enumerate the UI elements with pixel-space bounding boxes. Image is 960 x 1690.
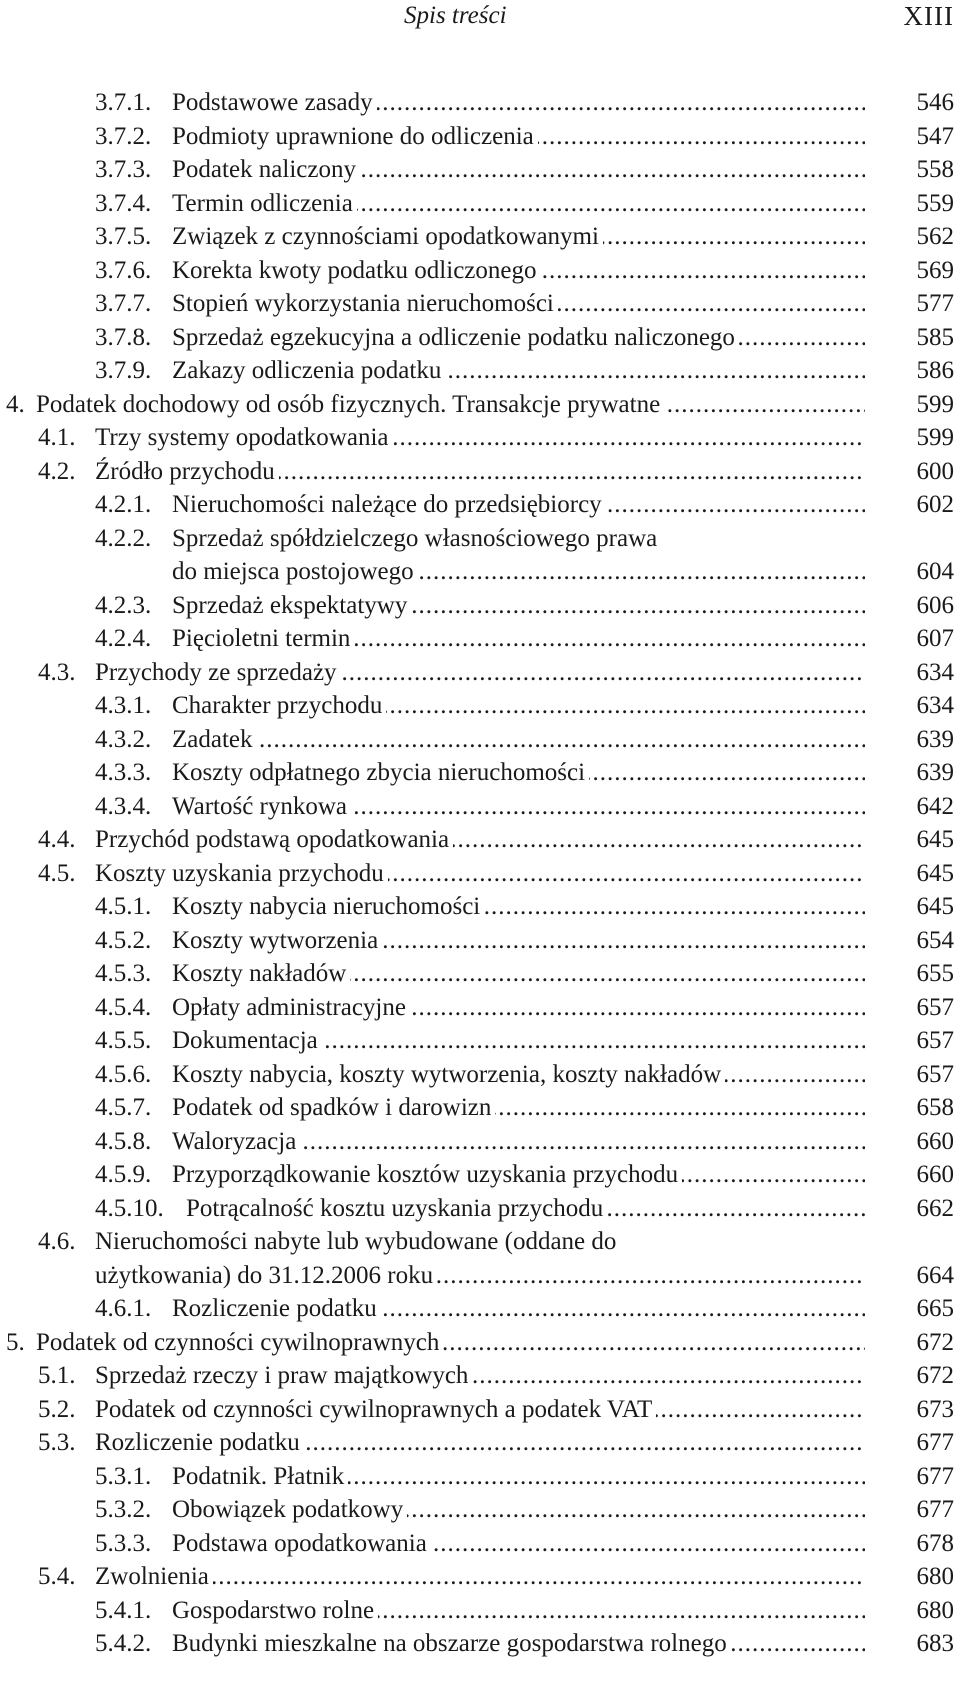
toc-entry-title: [172, 991, 865, 1025]
toc-entry-page: 660: [916, 1127, 954, 1155]
toc-entry-number: 3.7.5.: [95, 223, 152, 250]
toc-entry-page: 599: [916, 390, 954, 418]
toc-entry-title: [172, 1594, 865, 1628]
toc-entry-number: 4.2.1.: [95, 491, 152, 518]
toc-entry-page: 664: [916, 1261, 954, 1289]
toc-entry-number: 3.7.3.: [95, 156, 152, 183]
toc-entry-title-text: Podmioty uprawnione do odliczenia: [172, 123, 538, 150]
toc-entry-page: 606: [916, 591, 954, 619]
toc-entry-number: 4.5.5.: [95, 1027, 152, 1054]
toc-entry: [0, 1594, 960, 1628]
toc-entry-title: [186, 1192, 865, 1226]
toc-entry: [0, 1460, 960, 1494]
toc-entry-page: 634: [916, 658, 954, 686]
toc-entry-number: 3.7.8.: [95, 323, 152, 351]
toc-entry: [0, 890, 960, 924]
toc-entry-number: 4.3.1.: [95, 692, 152, 719]
toc-entry-title-text: Nieruchomości należące do przedsiębiorcy: [172, 491, 606, 518]
toc-entry: [0, 1326, 960, 1360]
toc-entry-page: 604: [916, 558, 954, 585]
toc-entry-title: [172, 254, 865, 288]
toc-entry-title-text: Podatek od czynności cywilnoprawnych: [36, 1329, 443, 1356]
toc-entry-title: [172, 522, 865, 556]
toc-entry-title: [172, 924, 865, 958]
toc-entry-title: [172, 1627, 865, 1661]
toc-entry-title: [95, 823, 865, 857]
toc-entry-number: 4.5.8.: [95, 1127, 152, 1155]
toc-entry-title: [95, 1426, 865, 1460]
toc-entry-page: 657: [916, 1027, 954, 1054]
toc-entry-title-text: Korekta kwoty podatku odliczonego: [172, 257, 541, 284]
toc-entry-number: 5.4.: [38, 1563, 76, 1590]
toc-entry-title-text: Termin odliczenia: [172, 190, 357, 217]
toc-entry: [0, 388, 960, 422]
toc-entry-title-text: Podstawa opodatkowania: [172, 1530, 431, 1557]
toc-entry-title-text: do miejsca postojowego: [172, 558, 418, 585]
toc-entry: [0, 555, 960, 589]
toc-entry-title-text: Nieruchomości nabyte lub wybudowane (oddane do: [95, 1228, 620, 1255]
toc-entry: [0, 321, 960, 355]
toc-entry-title: [95, 656, 865, 690]
toc-entry-number: 4.4.: [38, 826, 76, 853]
toc-entry: [0, 957, 960, 991]
toc-entry: [0, 1493, 960, 1527]
toc-entry-title-text: Koszty nabycia nieruchomości: [172, 893, 484, 920]
toc-entry-title-text: Zwolnienia: [95, 1563, 213, 1590]
toc-entry-number: 4.5.6.: [95, 1060, 152, 1088]
toc-entry-page: 678: [916, 1529, 954, 1557]
toc-entry-page: 569: [916, 256, 954, 284]
toc-entry: [0, 1292, 960, 1326]
toc-entry-page: 657: [916, 993, 954, 1021]
toc-entry: [0, 1192, 960, 1226]
toc-entry: [0, 488, 960, 522]
toc-entry-title-text: Stopień wykorzystania nieruchomości: [172, 290, 558, 317]
toc-entry: [0, 1158, 960, 1192]
toc-entry-page: 677: [916, 1496, 954, 1523]
toc-entry-title: [95, 1393, 865, 1427]
toc-entry-page: 559: [916, 189, 954, 217]
toc-entry-title: [172, 1125, 865, 1159]
toc-entry: [0, 421, 960, 455]
table-of-contents: [0, 86, 960, 1661]
toc-entry-page: 645: [916, 859, 954, 887]
toc-entry-page: 645: [916, 826, 954, 853]
toc-entry-page: 660: [916, 1161, 954, 1188]
toc-entry-title: [172, 1024, 865, 1058]
toc-entry: [0, 1426, 960, 1460]
toc-entry-title-text: Podatek od spadków i darowizn: [172, 1094, 495, 1121]
toc-entry-title: [95, 1359, 865, 1393]
toc-entry-page: 586: [916, 357, 954, 384]
toc-entry-title: [172, 689, 865, 723]
toc-entry-title-text: Gospodarstwo rolne: [172, 1597, 378, 1624]
toc-entry-title: [172, 1091, 865, 1125]
toc-entry: [0, 1560, 960, 1594]
toc-entry-title-text: Wartość rynkowa: [172, 793, 351, 820]
toc-entry: [0, 187, 960, 221]
toc-entry: [0, 924, 960, 958]
page-header: [0, 0, 960, 40]
toc-entry-page: 562: [916, 223, 954, 250]
toc-entry-title-text: Dokumentacja: [172, 1027, 322, 1054]
toc-entry-title-text: Waloryzacja: [172, 1128, 300, 1155]
toc-entry-number: 3.7.2.: [95, 122, 152, 150]
toc-entry-title: [172, 488, 865, 522]
toc-entry-number: 5.1.: [38, 1362, 76, 1389]
toc-entry-page: 673: [916, 1395, 954, 1423]
toc-entry-number: 3.7.1.: [95, 89, 152, 116]
toc-entry: [0, 1359, 960, 1393]
toc-entry: [0, 723, 960, 757]
toc-entry: [0, 790, 960, 824]
toc-entry-title: [172, 1292, 865, 1326]
toc-entry-title-text: Przyporządkowanie kosztów uzyskania przychodu: [172, 1161, 682, 1188]
toc-entry-number: 3.7.6.: [95, 256, 152, 284]
toc-entry-title-text: Podatek dochodowy od osób fizycznych. Transakcje prywatne: [36, 391, 664, 418]
toc-entry-number: 4.1.: [38, 424, 76, 451]
toc-entry-number: 4.3.4.: [95, 792, 152, 820]
toc-entry-title: [172, 1058, 865, 1092]
toc-entry-number: 5.3.3.: [95, 1529, 152, 1557]
toc-entry-title-text: użytkowania) do 31.12.2006 roku: [95, 1262, 437, 1289]
toc-entry: [0, 689, 960, 723]
toc-entry-title: [172, 723, 865, 757]
toc-entry: [0, 1091, 960, 1125]
toc-entry-title: [172, 287, 865, 321]
toc-entry-title-text: Podstawowe zasady: [172, 89, 377, 116]
toc-entry: [0, 153, 960, 187]
toc-entry-title-text: Podatek naliczony: [172, 156, 360, 183]
toc-entry-number: 3.7.9.: [95, 357, 152, 384]
toc-entry-page: 662: [916, 1194, 954, 1222]
toc-entry-title-text: Zakazy odliczenia podatku: [172, 357, 445, 384]
toc-entry-number: 5.4.1.: [95, 1596, 152, 1624]
toc-entry-title: [172, 153, 865, 187]
toc-entry-page: 655: [916, 960, 954, 987]
toc-entry-title: [95, 1560, 865, 1594]
toc-entry-title-text: Obowiązek podatkowy: [172, 1496, 407, 1523]
toc-entry-title-text: Rozliczenie podatku: [95, 1429, 304, 1456]
toc-entry-page: 657: [916, 1060, 954, 1088]
toc-entry-title-text: Koszty odpłatnego zbycia nieruchomości: [172, 759, 589, 786]
toc-entry-title-text: Koszty nakładów: [172, 960, 350, 987]
toc-entry-title: [172, 187, 865, 221]
toc-entry-page: 658: [916, 1094, 954, 1121]
toc-entry: [0, 220, 960, 254]
toc-entry-title: [172, 589, 865, 623]
toc-entry-number: 4.: [6, 390, 25, 418]
toc-entry-page: 585: [916, 323, 954, 351]
toc-entry: [0, 991, 960, 1025]
toc-entry-page: 672: [916, 1328, 954, 1356]
toc-entry-number: 4.5.1.: [95, 893, 152, 920]
toc-entry-number: 4.2.: [38, 457, 76, 485]
toc-entry-title: [172, 555, 865, 589]
toc-entry-number: 3.7.7.: [95, 290, 152, 317]
toc-entry-page: 642: [916, 792, 954, 820]
toc-entry: [0, 589, 960, 623]
toc-entry-title-text: Źródło przychodu: [95, 458, 279, 485]
toc-entry-number: 4.5.10.: [95, 1194, 164, 1222]
toc-entry-page: 680: [916, 1596, 954, 1624]
toc-entry-title-text: Sprzedaż ekspektatywy: [172, 592, 411, 619]
toc-entry-number: 4.6.: [38, 1228, 76, 1255]
toc-entry: [0, 522, 960, 556]
toc-entry-title-text: Potrącalność kosztu uzyskania przychodu: [186, 1195, 607, 1222]
toc-entry: [0, 1627, 960, 1661]
toc-entry-page: 600: [916, 457, 954, 485]
toc-entry-title-text: Rozliczenie podatku: [172, 1295, 381, 1322]
toc-entry-page: 665: [916, 1295, 954, 1322]
toc-entry-title: [172, 1460, 865, 1494]
toc-entry-page: 558: [916, 156, 954, 183]
running-title: Spis treści: [404, 2, 507, 29]
toc-entry-number: 4.5.4.: [95, 993, 152, 1021]
toc-entry-number: 4.2.4.: [95, 625, 152, 652]
toc-entry-page: 677: [916, 1462, 954, 1490]
toc-entry: [0, 287, 960, 321]
toc-entry-title: [172, 756, 865, 790]
toc-entry-title: [36, 1326, 865, 1360]
toc-entry-page: 599: [916, 424, 954, 451]
page-folio: XIII: [903, 1, 954, 31]
toc-entry-title-text: Podatek od czynności cywilnoprawnych a podatek VAT: [95, 1396, 656, 1423]
toc-entry: [0, 120, 960, 154]
toc-entry-page: 639: [916, 759, 954, 786]
toc-entry-title: [172, 790, 865, 824]
toc-entry-number: 5.3.: [38, 1429, 76, 1456]
toc-entry: [0, 455, 960, 489]
toc-entry-title: [95, 1259, 865, 1293]
toc-entry-number: 4.5.: [38, 859, 76, 887]
toc-entry: [0, 1527, 960, 1561]
toc-entry-title: [95, 1225, 865, 1259]
toc-entry-title: [95, 857, 865, 891]
toc-entry: [0, 857, 960, 891]
toc-entry-title: [95, 421, 865, 455]
toc-entry-page: 672: [916, 1362, 954, 1389]
toc-entry-number: 5.2.: [38, 1395, 76, 1423]
toc-entry: [0, 1393, 960, 1427]
toc-entry-title: [172, 957, 865, 991]
toc-entry: [0, 1125, 960, 1159]
toc-entry-title-text: Związek z czynnościami opodatkowanymi: [172, 223, 603, 250]
toc-entry-number: 4.2.3.: [95, 591, 152, 619]
toc-entry-title-text: Charakter przychodu: [172, 692, 386, 719]
toc-entry-page: 547: [916, 122, 954, 150]
toc-entry: [0, 1259, 960, 1293]
toc-entry-number: 3.7.4.: [95, 189, 152, 217]
toc-entry-title: [172, 890, 865, 924]
toc-entry-title-text: Podatnik. Płatnik: [172, 1463, 348, 1490]
toc-entry-page: 546: [916, 89, 954, 116]
toc-entry-number: 4.3.: [38, 658, 76, 686]
toc-entry-title: [95, 455, 865, 489]
toc-entry: [0, 656, 960, 690]
toc-entry-page: 654: [916, 926, 954, 954]
toc-entry-page: 577: [916, 290, 954, 317]
toc-entry: [0, 1024, 960, 1058]
toc-entry-title-text: Przychód podstawą opodatkowania: [95, 826, 453, 853]
toc-entry-number: 4.5.2.: [95, 926, 152, 954]
toc-entry-number: 4.5.7.: [95, 1094, 152, 1121]
toc-entry-number: 5.3.1.: [95, 1462, 152, 1490]
toc-entry-title-text: Koszty wytworzenia: [172, 927, 382, 954]
toc-entry-title-text: Sprzedaż rzeczy i praw majątkowych: [95, 1362, 472, 1389]
toc-entry-page: 602: [916, 491, 954, 518]
toc-entry-title: [172, 1158, 865, 1192]
toc-entry-number: 4.3.2.: [95, 725, 152, 753]
toc-entry-title-text: Pięcioletni termin: [172, 625, 354, 652]
toc-entry: [0, 823, 960, 857]
toc-entry: [0, 756, 960, 790]
toc-entry-title-text: Koszty uzyskania przychodu: [95, 860, 388, 887]
toc-entry-title-text: Budynki mieszkalne na obszarze gospodarstwa rolnego: [172, 1630, 731, 1657]
toc-entry-number: 5.4.2.: [95, 1630, 152, 1657]
toc-entry: [0, 1225, 960, 1259]
toc-entry-page: 677: [916, 1429, 954, 1456]
toc-entry-number: 4.3.3.: [95, 759, 152, 786]
toc-entry-title: [172, 354, 865, 388]
toc-entry-title-text: Koszty nabycia, koszty wytworzenia, koszty nakładów: [172, 1061, 725, 1088]
toc-entry-title: [172, 120, 865, 154]
toc-entry: [0, 622, 960, 656]
toc-entry-title-text: Sprzedaż spółdzielczego własnościowego prawa: [172, 525, 661, 552]
toc-entry-title: [172, 220, 865, 254]
toc-entry-number: 4.2.2.: [95, 524, 152, 552]
toc-entry-page: 634: [916, 692, 954, 719]
toc-entry-title: [172, 622, 865, 656]
toc-entry-title-text: Trzy systemy opodatkowania: [95, 424, 393, 451]
toc-entry: [0, 86, 960, 120]
toc-entry-number: 4.5.9.: [95, 1161, 152, 1188]
toc-entry-title-text: Przychody ze sprzedaży: [95, 659, 341, 686]
toc-entry-page: 645: [916, 893, 954, 920]
toc-entry-page: 683: [916, 1630, 954, 1657]
toc-entry-number: 4.6.1.: [95, 1295, 152, 1322]
toc-entry-title-text: Opłaty administracyjne: [172, 994, 410, 1021]
toc-entry: [0, 354, 960, 388]
toc-entry-number: 5.3.2.: [95, 1496, 152, 1523]
toc-entry-number: 5.: [6, 1328, 25, 1356]
toc-entry-title: [172, 1493, 865, 1527]
toc-entry-number: 4.5.3.: [95, 960, 152, 987]
toc-entry-page: 680: [916, 1563, 954, 1590]
toc-entry: [0, 1058, 960, 1092]
toc-entry-title: [36, 388, 865, 422]
toc-entry-title-text: Sprzedaż egzekucyjna a odliczenie podatku naliczonego: [172, 324, 739, 351]
toc-entry-title: [172, 321, 865, 355]
toc-entry-page: 639: [916, 725, 954, 753]
toc-entry-title: [172, 1527, 865, 1561]
toc-entry: [0, 254, 960, 288]
toc-entry-title-text: Zadatek: [172, 726, 257, 753]
toc-entry-title: [172, 86, 865, 120]
toc-entry-page: 607: [916, 625, 954, 652]
